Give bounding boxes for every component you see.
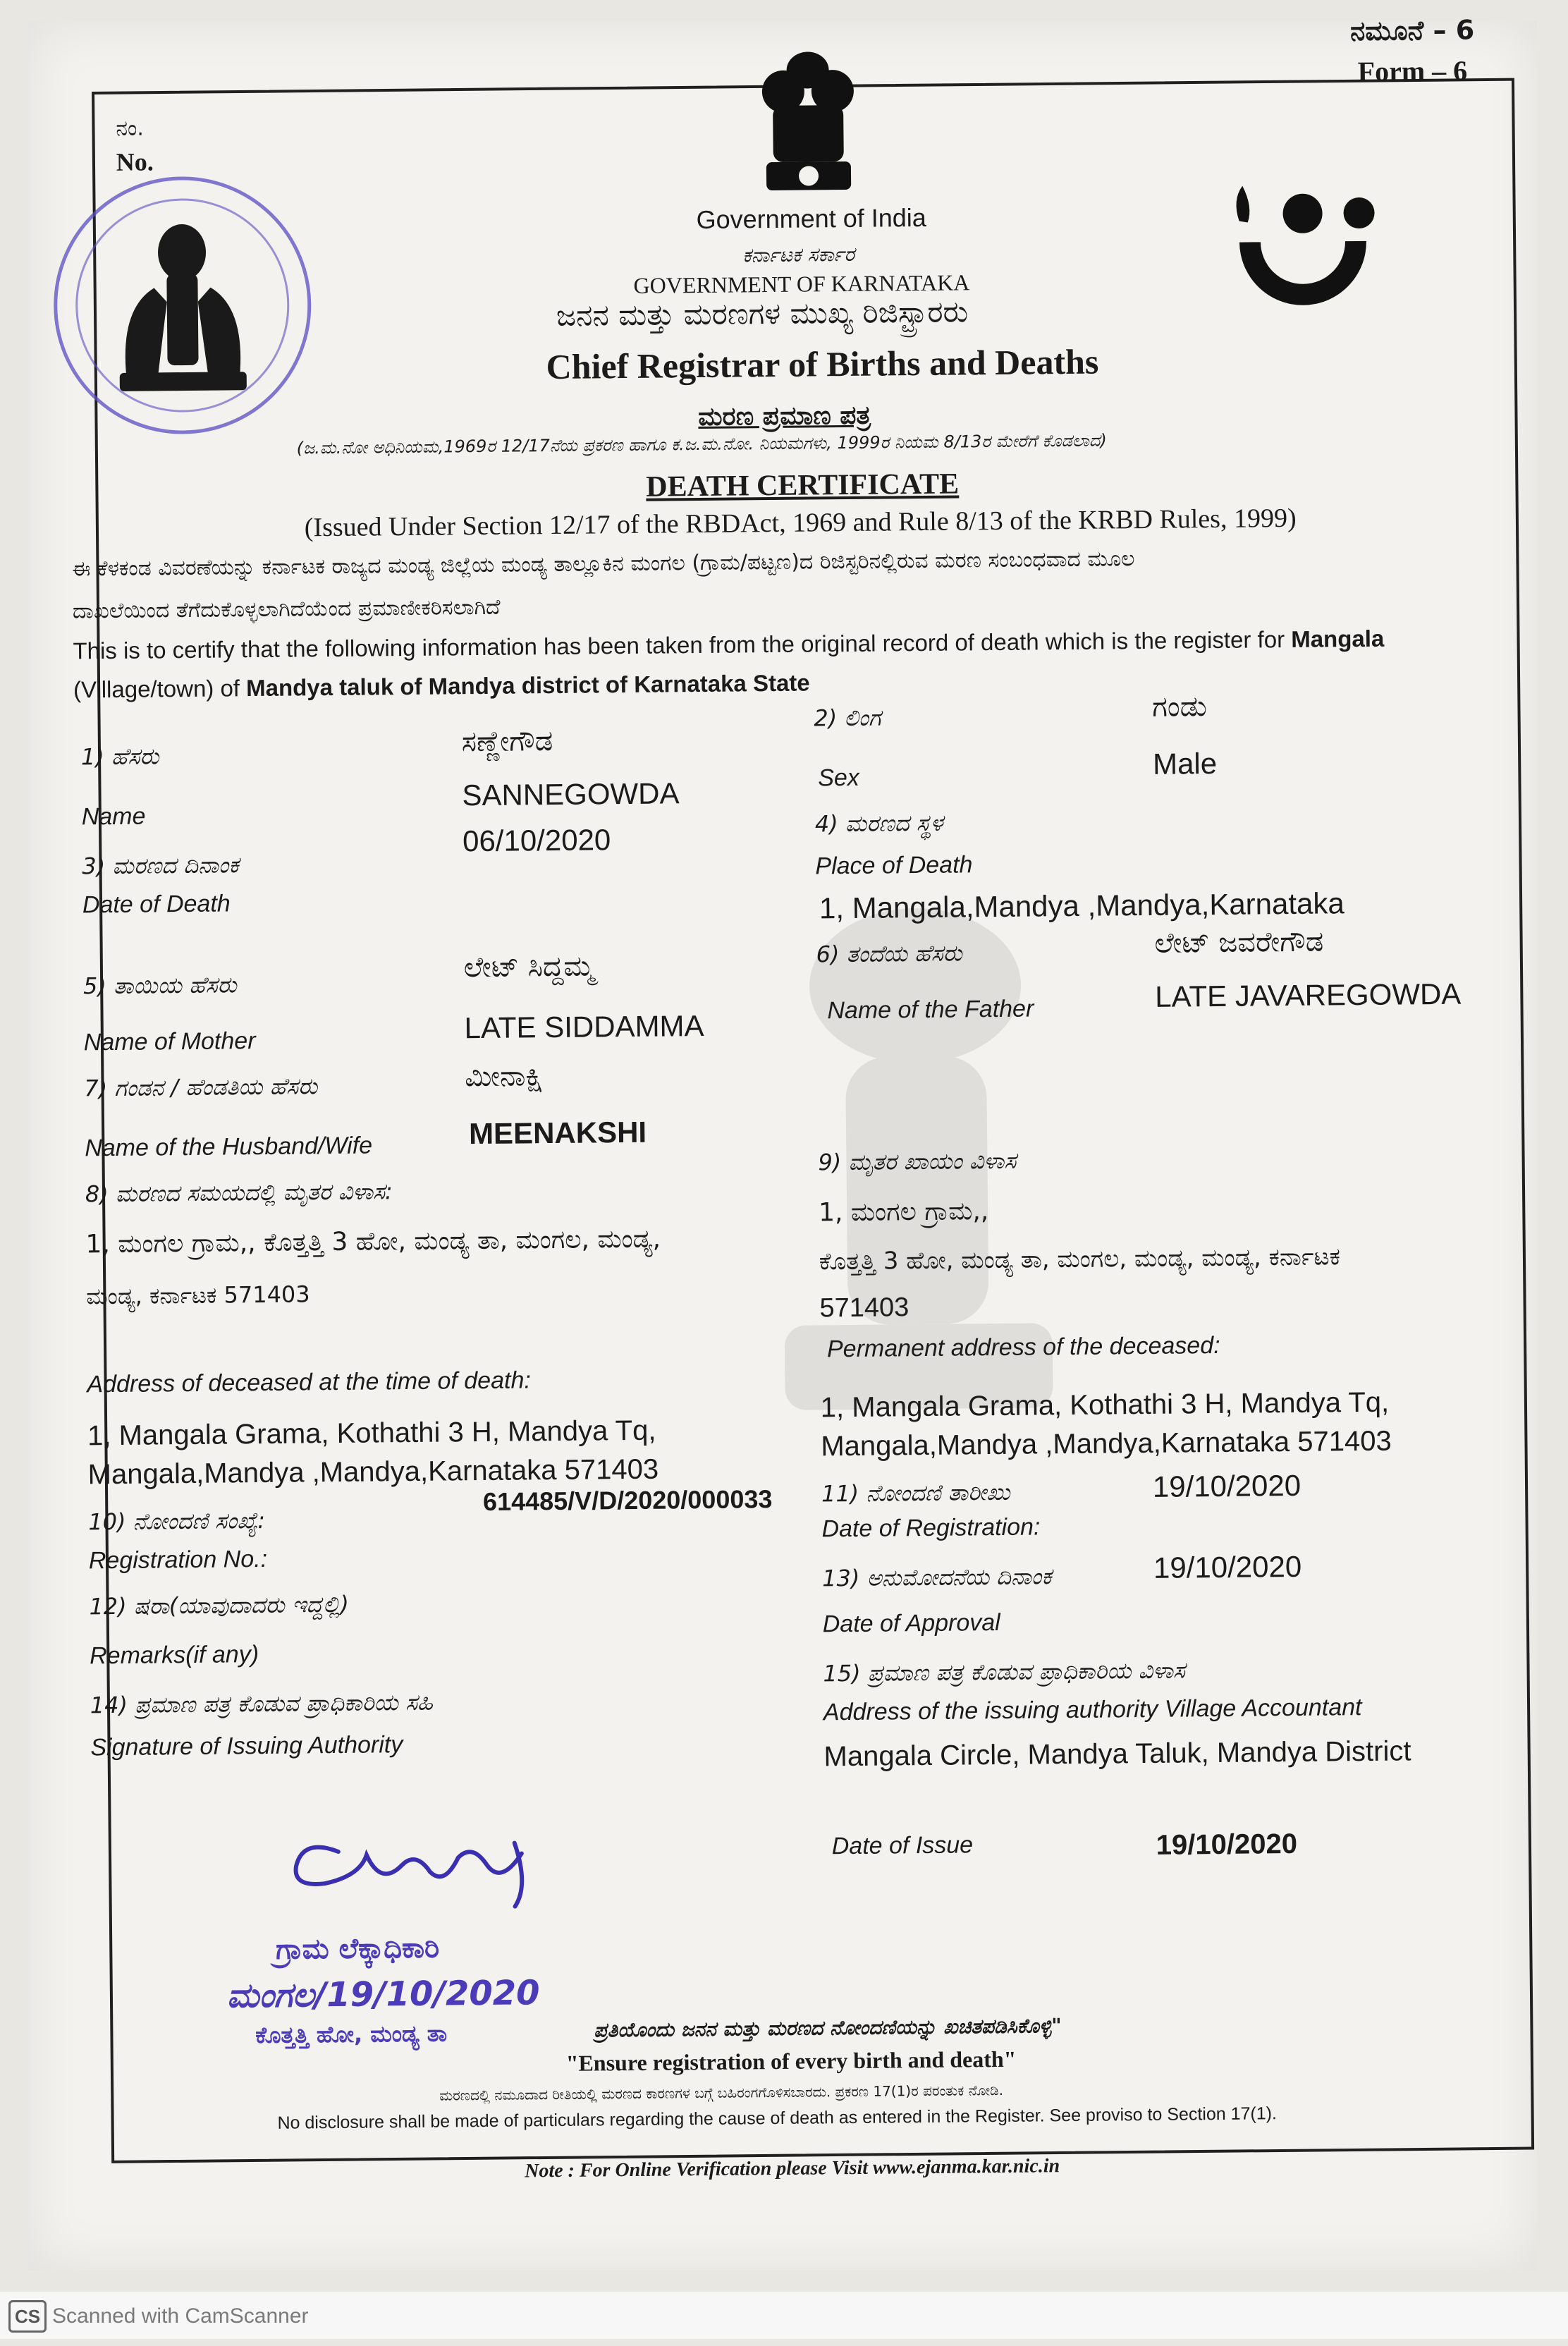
issuing-authority-label-en: Address of the issuing authority Village Accountant <box>823 1694 1362 1726</box>
footer-verification-note: Note : For Online Verification please Visit www.ejanma.kar.nic.in <box>525 2155 1060 2182</box>
father-label-kn: 6) ತಂದೆಯ ಹೆಸರು <box>816 939 962 968</box>
karnataka-emblem-seal-icon <box>40 166 325 444</box>
mother-value-kn: ಲೇಟ್ ಸಿದ್ದಮ್ಮ <box>463 950 595 984</box>
address-at-death-value-kn-1: 1, ಮಂಗಲ ಗ್ರಾಮ,, ಕೊತ್ತತ್ತಿ 3 ಹೋ, ಮಂಡ್ಯ ತಾ, ಮಂಗಲ, ಮಂಡ್ಯ, <box>85 1224 661 1259</box>
spouse-label-kn: 7) ಗಂಡನ / ಹೆಂಡತಿಯ ಹೆಸರು <box>84 1073 318 1102</box>
sex-label-kn: 2) ಲಿಂಗ <box>814 704 881 732</box>
issuing-authority-value: Mangala Circle, Mandya Taluk, Mandya District <box>823 1735 1411 1773</box>
place-of-death-label-kn: 4) ಮರಣದ ಸ್ಥಳ <box>814 809 943 838</box>
govt-of-india: Government of India <box>696 202 926 235</box>
permanent-address-label-kn: 9) ಮೃತರ ಖಾಯಂ ವಿಳಾಸ <box>818 1147 1017 1176</box>
name-value-en: SANNEGOWDA <box>462 776 680 812</box>
registration-no-label-en: Registration No.: <box>88 1545 268 1575</box>
intro-en-line1 <box>73 625 1384 665</box>
name-label-en: Name <box>81 802 146 831</box>
watermark-emblem-icon <box>717 899 1117 1453</box>
death-certificate-title-kn: ಮರಣ ಪ್ರಮಾಣ ಪತ್ರ <box>698 401 871 432</box>
date-of-death-value: 06/10/2020 <box>462 823 611 858</box>
camscanner-logo-icon: CS <box>8 2300 47 2333</box>
intro-taluk-district: Mandya taluk of Mandya district of Karnataka State <box>245 669 810 702</box>
registration-date-label-kn: 11) ನೋಂದಣಿ ತಾರೀಖು <box>821 1478 1010 1508</box>
father-value-kn: ಲೇಟ್ ಜವರೇಗೌಡ <box>1154 925 1324 960</box>
address-at-death-label-kn: 8) ಮರಣದ ಸಮಯದಲ್ಲಿ ಮೃತರ ವಿಳಾಸ: <box>85 1178 393 1208</box>
address-at-death-label-en: Address of deceased at the time of death: <box>87 1367 532 1398</box>
date-of-death-label-kn: 3) ಮರಣದ ದಿನಾಂಕ <box>82 851 239 880</box>
signature-label-kn: 14) ಪ್ರಮಾಣ ಪತ್ರ ಕೊಡುವ ಪ್ರಾಧಿಕಾರಿಯ ಸಹಿ <box>90 1688 434 1719</box>
name-value-kn: ಸಣ್ಣೇಗೌಡ <box>461 725 553 759</box>
intro-en-line2 <box>73 670 810 704</box>
sex-label-en: Sex <box>818 764 860 792</box>
registration-no-value: 614485/V/D/2020/000033 <box>482 1484 773 1517</box>
scanner-text: Scanned with CamScanner <box>52 2304 309 2328</box>
spouse-label-en: Name of the Husband/Wife <box>85 1132 373 1162</box>
govt-karnataka-en: GOVERNMENT OF KARNATAKA <box>633 269 970 298</box>
approval-date-label-kn: 13) ಅನುಮೋದನೆಯ ದಿನಾಂಕ <box>821 1563 1052 1592</box>
ejanma-logo-icon <box>1211 157 1395 313</box>
place-of-death-value: 1, Mangala,Mandya ,Mandya,Karnataka <box>819 886 1345 925</box>
address-at-death-value-en-2: Mangala,Mandya ,Mandya,Karnataka 571403 <box>87 1453 659 1491</box>
form-number-kn: ನಮೂನೆ – 6 <box>1349 14 1475 47</box>
sex-value-en: Male <box>1152 746 1218 781</box>
approval-date-label-en: Date of Approval <box>822 1608 1000 1638</box>
footer-slogan-en: "Ensure registration of every birth and death" <box>565 2046 1017 2076</box>
mother-label-en: Name of Mother <box>83 1027 256 1056</box>
mother-label-kn: 5) ತಾಯಿಯ ಹೆಸರು <box>82 971 237 1000</box>
mother-value-en: LATE SIDDAMMA <box>464 1008 704 1045</box>
remarks-label-kn: 12) ಷರಾ(ಯಾವುದಾದರು ಇದ್ದಲ್ಲಿ) <box>89 1590 350 1620</box>
intro-en-line2-text: (Village/town) of <box>73 675 247 703</box>
permanent-address-value-en-2: Mangala,Mandya ,Mandya,Karnataka 571403 <box>821 1425 1392 1462</box>
issuing-authority-label-kn: 15) ಪ್ರಮಾಣ ಪತ್ರ ಕೊಡುವ ಪ್ರಾಧಿಕಾರಿಯ ವಿಳಾಸ <box>823 1656 1186 1687</box>
name-label-kn: 1) ಹೆಸರು <box>80 743 159 771</box>
permanent-address-value-en-1: 1, Mangala Grama, Kothathi 3 H, Mandya Tq, <box>820 1386 1390 1424</box>
act-reference-kn: (ಜ.ಮ.ನೋ ಅಧಿನಿಯಮ,1969ರ 12/17ನೆಯ ಪ್ರಕರಣ ಹಾಗೂ ಕ.ಜ.ಮ.ನೋ. ನಿಯಮಗಳು, 1999ರ ನಿಯಮ 8/13ರ ಮೇರೆಗೆ ಕೊಡಲಾದ) <box>296 430 1107 458</box>
serial-no-kn: ನಂ. <box>116 116 145 141</box>
approval-date-value: 19/10/2020 <box>1153 1549 1302 1584</box>
govt-karnataka-kn: ಕರ್ನಾಟಕ ಸರ್ಕಾರ <box>742 242 855 267</box>
issue-date-value: 19/10/2020 <box>1156 1828 1298 1861</box>
intro-kn-line2: ದಾಖಲೆಯಿಂದ ತೆಗೆದುಕೊಳ್ಳಲಾಗಿದೆಯೆಂದ ಪ್ರಮಾಣೀಕರಿಸಲಾಗಿದೆ <box>72 594 501 624</box>
registration-date-label-en: Date of Registration: <box>821 1513 1041 1543</box>
father-label-en: Name of the Father <box>827 995 1034 1025</box>
permanent-address-label-en: Permanent address of the deceased: <box>826 1331 1220 1363</box>
address-at-death-value-kn-2: ಮಂಡ್ಯ, ಕರ್ನಾಟಕ 571403 <box>86 1281 310 1310</box>
death-certificate-title-en: DEATH CERTIFICATE <box>646 468 960 503</box>
permanent-address-value-kn-2: ಕೊತ್ತತ್ತಿ 3 ಹೋ, ಮಂಡ್ಯ ತಾ, ಮಂಗಲ, ಮಂಡ್ಯ, ಮಂಡ್ಯ, ಕರ್ನಾಟಕ <box>819 1242 1341 1276</box>
footer-slogan-kn: ಪ್ರತಿಯೊಂದು ಜನನ ಮತ್ತು ಮರಣದ ನೋಂದಣಿಯನ್ನು ಖಚಿತಪಡಿಸಿಕೊಳ್ಳಿ" <box>594 2014 1062 2042</box>
address-at-death-value-en-1: 1, Mangala Grama, Kothathi 3 H, Mandya Tq, <box>87 1415 656 1452</box>
intro-en-line1-text: This is to certify that the following information has been taken from the original record of death which is the register for <box>73 625 1292 664</box>
issue-date-label: Date of Issue <box>831 1831 974 1860</box>
act-reference-en: (Issued Under Section 12/17 of the RBDAct, 1969 and Rule 8/13 of the KRBD Rules, 1999) <box>304 503 1297 543</box>
intro-village-name: Mangala <box>1291 625 1385 652</box>
footer-disclosure-kn: ಮರಣದಲ್ಲಿ ನಮೂದಾದ ರೀತಿಯಲ್ಲಿ ಮರಣದ ಕಾರಣಗಳ ಬಗ್ಗೆ ಬಹಿರಂಗಗೊಳಿಸಬಾರದು. ಪ್ರಕರಣ 17(1)ರ ಪರಂತುಕ ನೋಡಿ. <box>439 2081 1004 2104</box>
chief-registrar-kn: ಜನನ ಮತ್ತು ಮರಣಗಳ ಮುಖ್ಯ ರಿಜಿಸ್ಟ್ರಾರರು <box>556 294 969 333</box>
permanent-address-value-kn-3: 571403 <box>819 1293 909 1324</box>
stamp-line3: ಕೊತ್ತತ್ತಿ ಹೋ, ಮಂಡ್ಯ ತಾ <box>255 2020 448 2049</box>
serial-no-en: No. <box>116 147 154 176</box>
place-of-death-label-en: Place of Death <box>815 851 973 880</box>
sex-value-kn: ಗಂಡು <box>1152 690 1208 723</box>
stamp-line1: ಗ್ರಾಮ ಲೆಕ್ಕಾಧಿಕಾರಿ <box>275 1931 440 1966</box>
chief-registrar-en: Chief Registrar of Births and Deaths <box>546 341 1099 387</box>
spouse-value-en: MEENAKSHI <box>468 1115 647 1151</box>
footer-disclosure-en: No disclosure shall be made of particulars regarding the cause of death as entered in the Register. See proviso to Section 17(1). <box>277 2103 1278 2133</box>
permanent-address-value-kn-1: 1, ಮಂಗಲ ಗ್ರಾಮ,, <box>818 1197 989 1228</box>
stamp-line2: ಮಂಗಲ/19/10/2020 <box>226 1973 540 2016</box>
spouse-value-kn: ಮೀನಾಕ್ಷಿ <box>465 1060 544 1094</box>
date-of-death-label-en: Date of Death <box>82 890 231 919</box>
registration-no-label-kn: 10) ನೋಂದಣಿ ಸಂಖ್ಯೆ: <box>88 1506 266 1536</box>
remarks-label-en: Remarks(if any) <box>89 1641 259 1670</box>
father-value-en: LATE JAVAREGOWDA <box>1155 977 1462 1013</box>
signature-label-en: Signature of Issuing Authority <box>90 1731 403 1761</box>
ashoka-emblem-icon <box>754 49 862 204</box>
form-number-en: Form – 6 <box>1357 54 1468 88</box>
intro-kn-line1: ಈ ಕೆಳಕಂಡ ವಿವರಣೆಯನ್ನು ಕರ್ನಾಟಕ ರಾಜ್ಯದ ಮಂಡ್ಯ ಜಿಲ್ಲೆಯ ಮಂಡ್ಯ ತಾಲ್ಲೂಕಿನ ಮಂಗಲ (ಗ್ರಾಮ/ಪಟ್ಟಣ)ದ ರಿಜಿಸ್ಟರಿನಲ್ಲಿರುವ ಮರಣ ಸಂಬಂಧವಾದ ಮೂಲ <box>72 546 1135 582</box>
registration-date-value: 19/10/2020 <box>1152 1468 1301 1503</box>
